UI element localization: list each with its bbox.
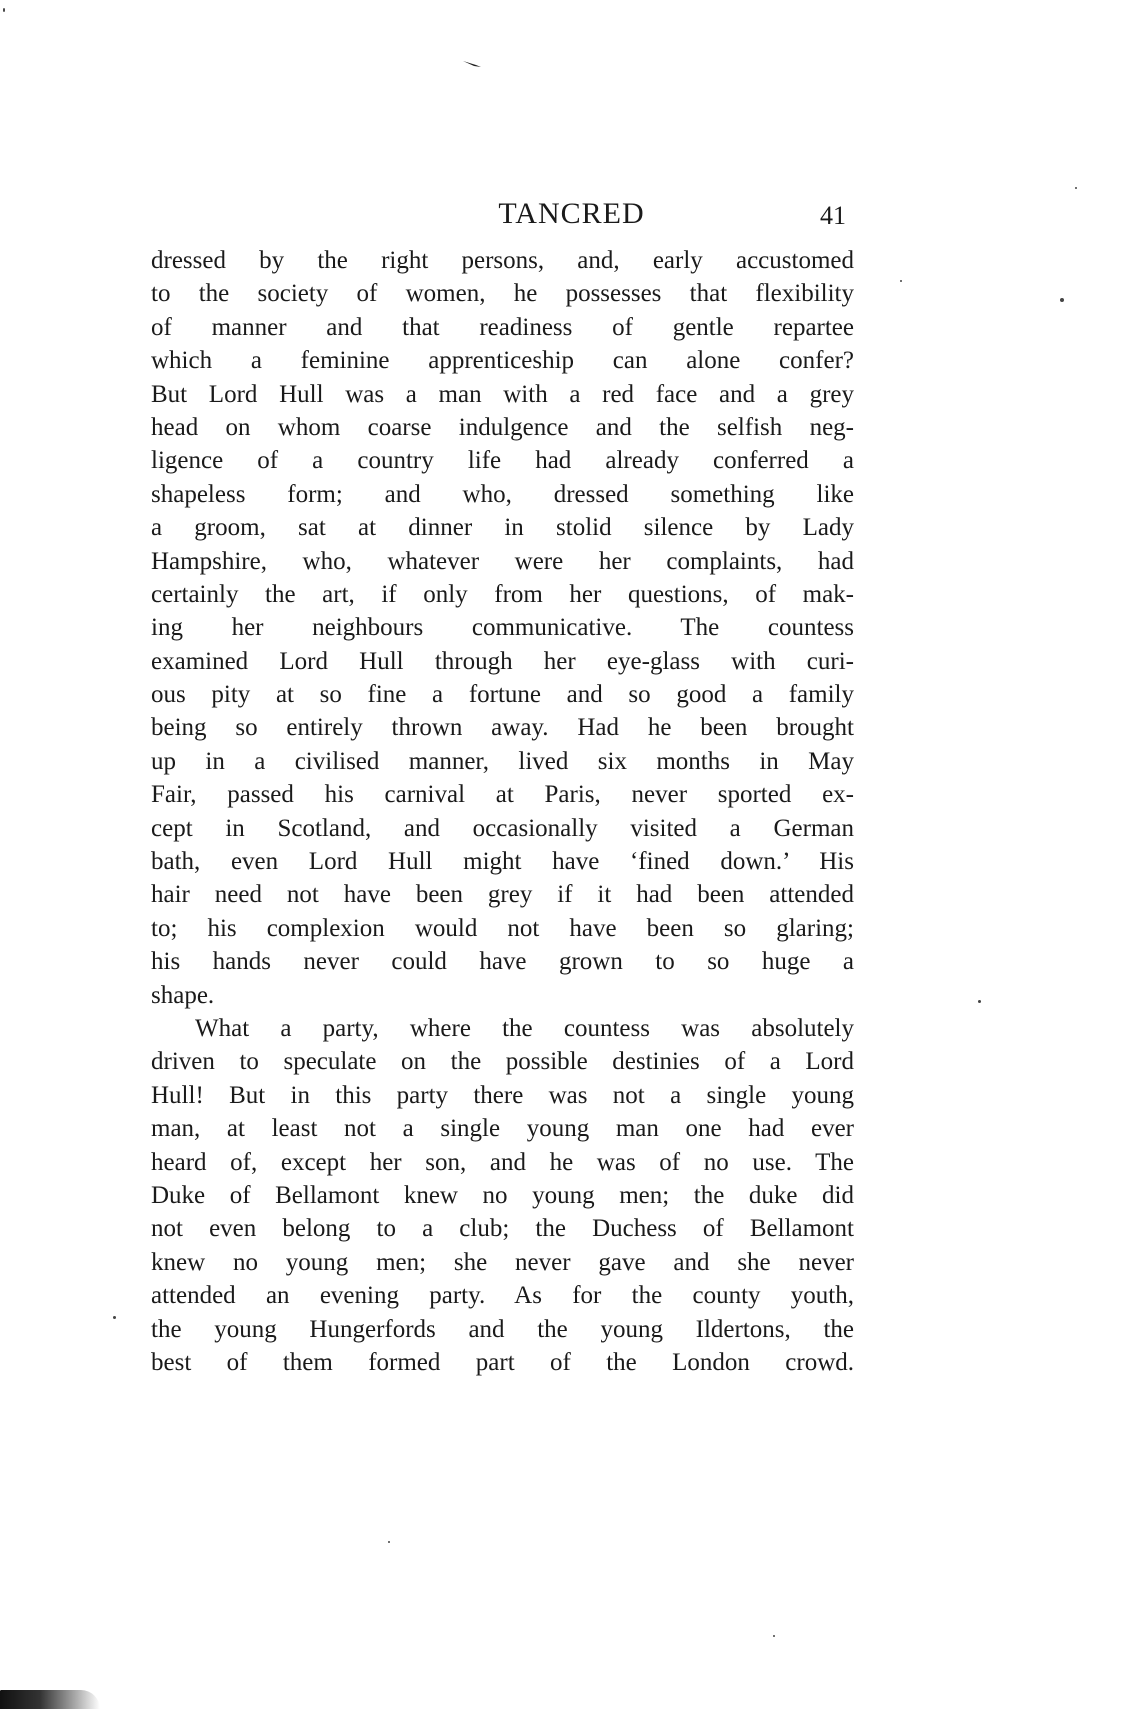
text-line: hair need not have been grey if it had been attended <box>151 881 854 909</box>
text-line: Hampshire, who, whatever were her complaints, had <box>151 547 854 575</box>
text-line: heard of, except her son, and he was of no use. The <box>151 1148 854 1176</box>
text-line: up in a civilised manner, lived six months in May <box>151 747 854 775</box>
text-line: attended an evening party. As for the county youth, <box>151 1282 854 1310</box>
scan-speck <box>978 1000 981 1003</box>
scan-speck <box>3 8 5 12</box>
text-line: being so entirely thrown away. Had he been brought <box>151 714 854 742</box>
scan-speck <box>900 280 902 282</box>
printer-mark-icon <box>462 60 482 68</box>
running-title: TANCRED <box>498 197 645 230</box>
scan-speck <box>773 1635 775 1637</box>
text-line: examined Lord Hull through her eye-glass with curi- <box>151 647 854 675</box>
scan-speck <box>388 1541 390 1543</box>
text-line: shapeless form; and who, dressed something like <box>151 480 854 508</box>
paragraph-start-line: What a party, where the countess was absolutely <box>195 1014 854 1042</box>
text-line: to the society of women, he possesses that flexibility <box>151 280 854 308</box>
body-text <box>151 244 854 1379</box>
text-line: best of them formed part of the London crowd. <box>151 1348 854 1376</box>
text-line: head on whom coarse indulgence and the selfish neg- <box>151 413 854 441</box>
text-line: But Lord Hull was a man with a red face and a grey <box>151 380 854 408</box>
paragraph-end-line: shape. <box>151 981 215 1009</box>
text-line: to; his complexion would not have been so glaring; <box>151 914 854 942</box>
page-header <box>0 197 1143 237</box>
text-line: ing her neighbours communicative. The countess <box>151 614 854 642</box>
text-line: bath, even Lord Hull might have ‘fined down.’ His <box>151 848 854 876</box>
text-line: a groom, sat at dinner in stolid silence by Lady <box>151 514 854 542</box>
text-line: which a feminine apprenticeship can alone confer? <box>151 347 854 375</box>
text-line: the young Hungerfords and the young Ildertons, the <box>151 1315 854 1343</box>
page-number: 41 <box>820 201 846 230</box>
text-line: certainly the art, if only from her questions, of mak- <box>151 580 854 608</box>
text-line: not even belong to a club; the Duchess of Bellamont <box>151 1215 854 1243</box>
text-line: his hands never could have grown to so huge a <box>151 948 854 976</box>
text-line: Fair, passed his carnival at Paris, never sported ex- <box>151 781 854 809</box>
text-line: ligence of a country life had already conferred a <box>151 447 854 475</box>
text-line: of manner and that readiness of gentle repartee <box>151 313 854 341</box>
scan-speck <box>1075 187 1077 189</box>
text-line: man, at least not a single young man one had ever <box>151 1115 854 1143</box>
text-line: ous pity at so fine a fortune and so good a family <box>151 681 854 709</box>
scan-speck <box>1060 298 1064 302</box>
text-line: Hull! But in this party there was not a single young <box>151 1081 854 1109</box>
scan-speck <box>113 1316 116 1319</box>
text-line: driven to speculate on the possible destinies of a Lord <box>151 1048 854 1076</box>
text-line: knew no young men; she never gave and she never <box>151 1248 854 1276</box>
scan-smudge <box>0 1690 100 1709</box>
text-line: cept in Scotland, and occasionally visited a German <box>151 814 854 842</box>
text-line: dressed by the right persons, and, early accustomed <box>151 247 854 274</box>
text-line: Duke of Bellamont knew no young men; the duke did <box>151 1181 854 1209</box>
